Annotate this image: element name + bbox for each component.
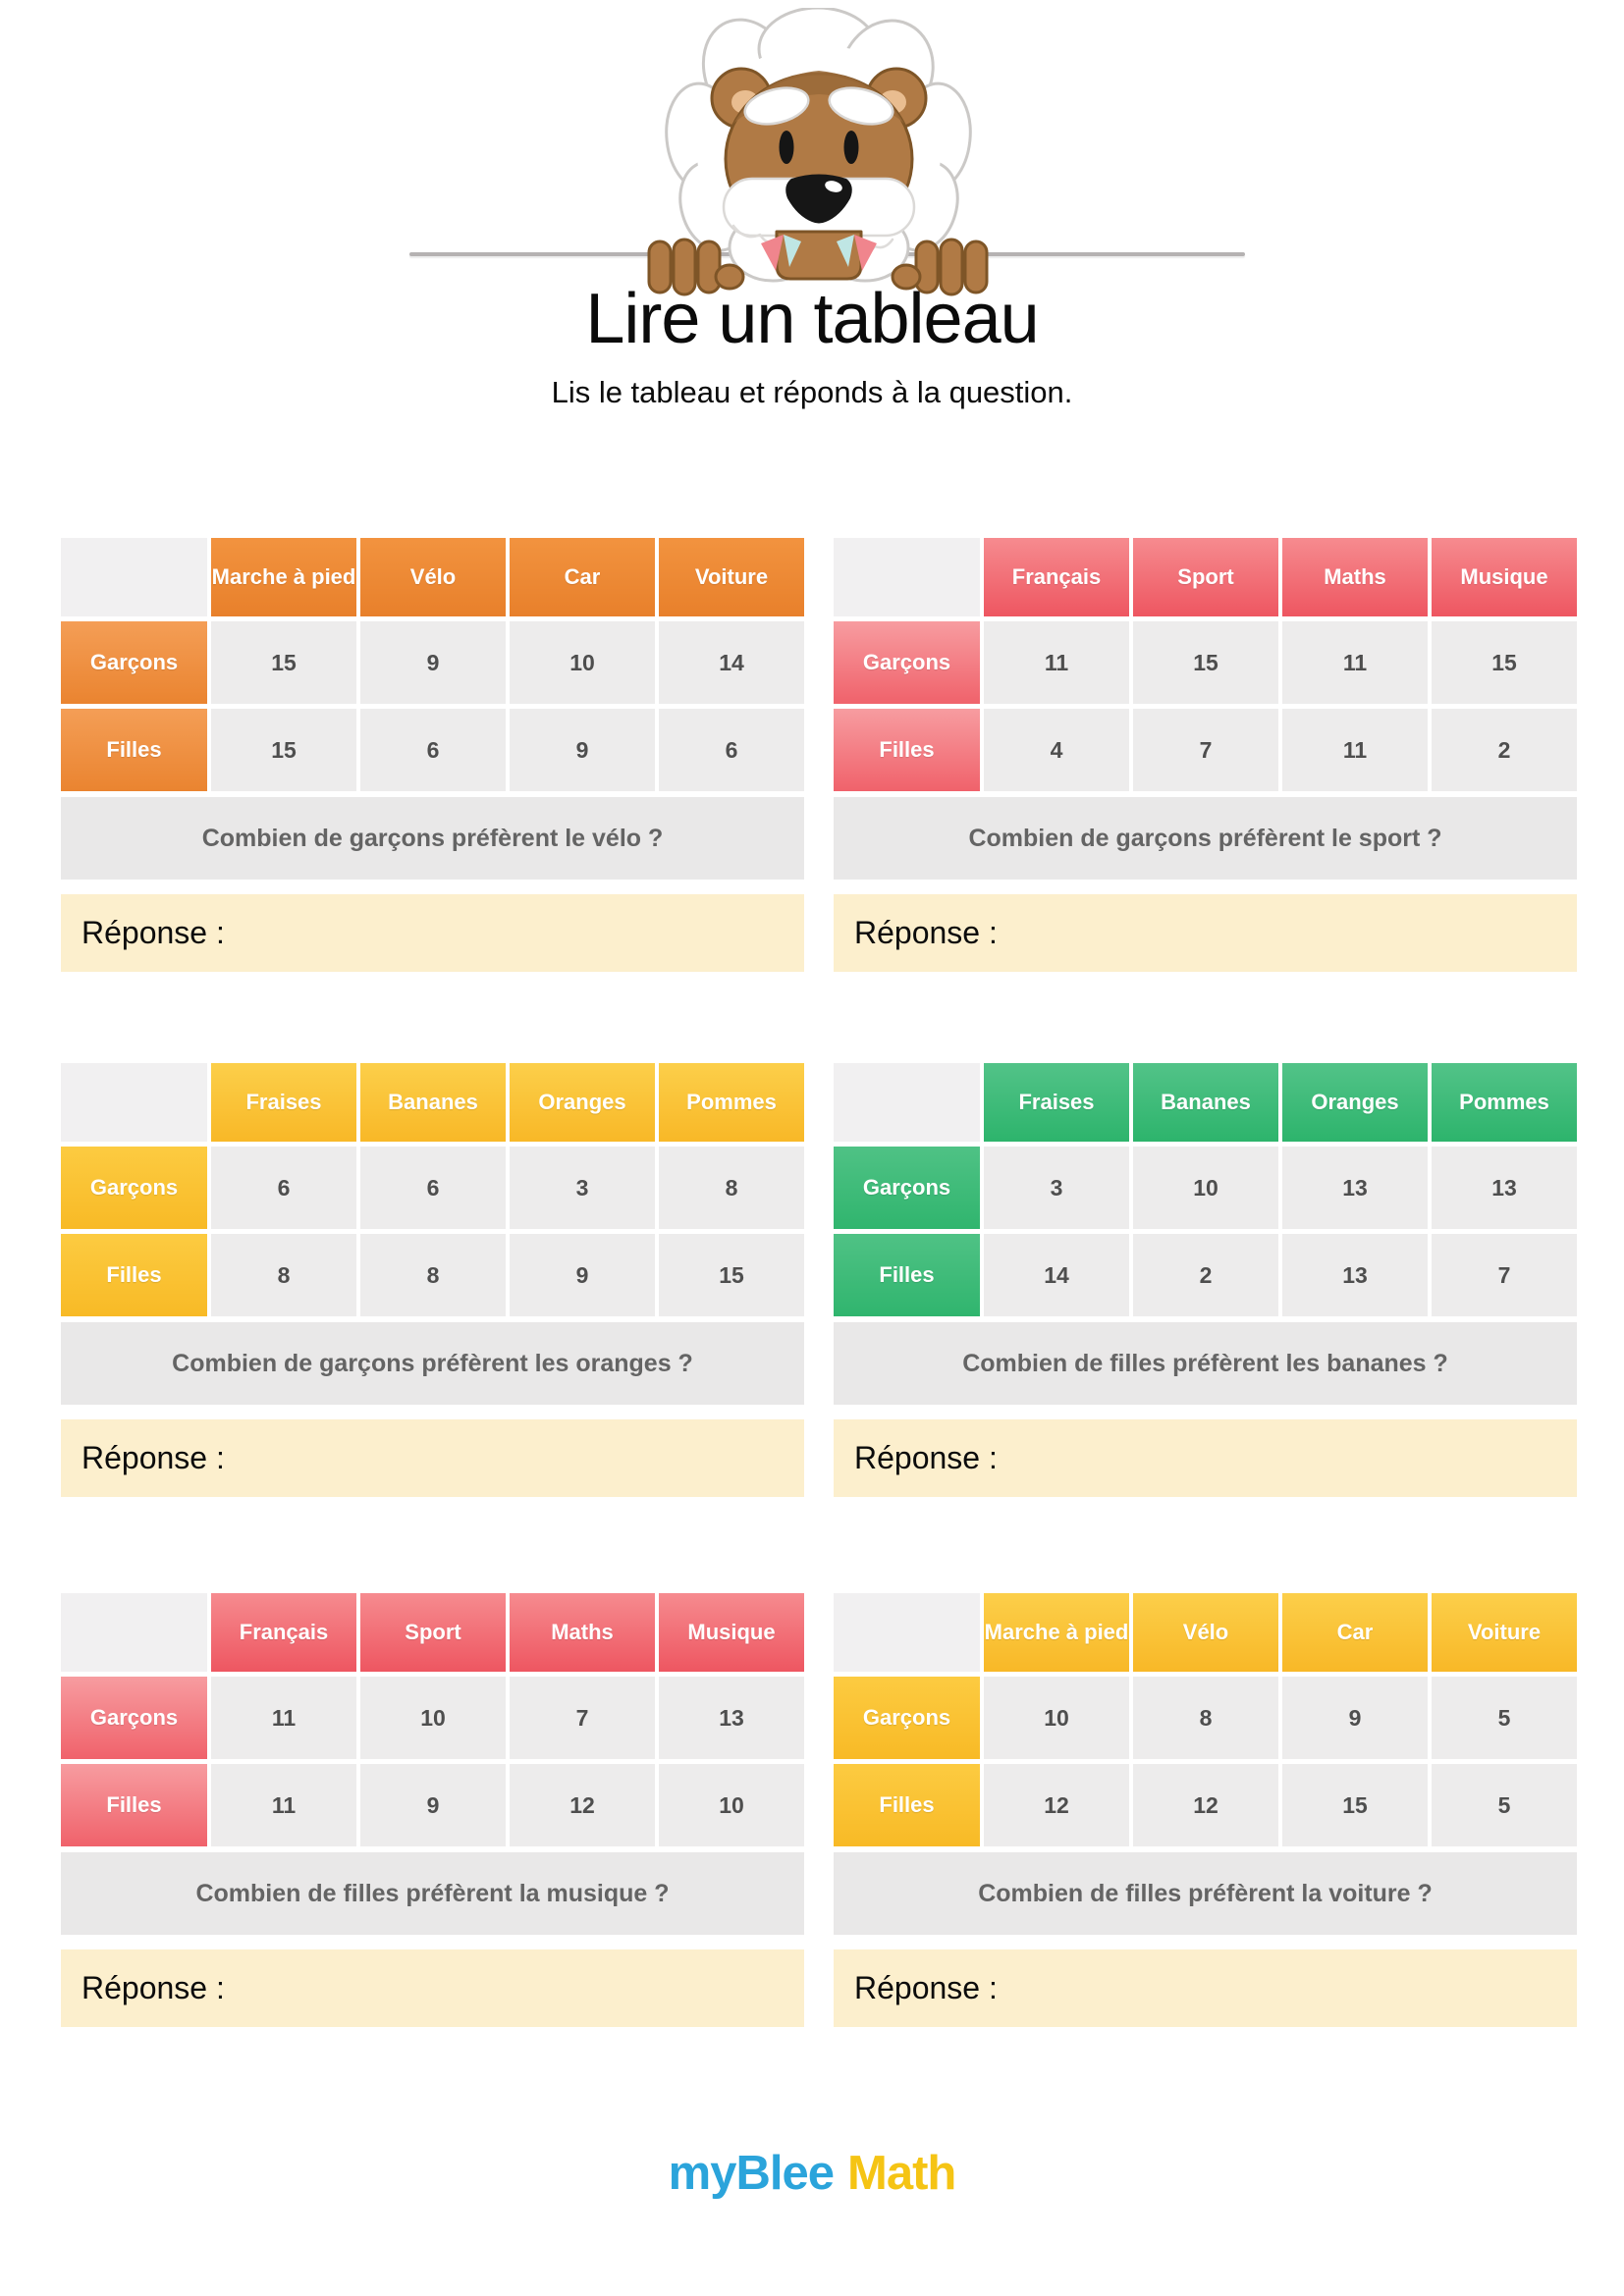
answer-box[interactable] <box>61 1949 804 2027</box>
value-cell: 15 <box>211 621 356 704</box>
row-header-garcons: Garçons <box>834 1147 980 1229</box>
value-cell: 14 <box>984 1234 1129 1316</box>
value-cell: 6 <box>211 1147 356 1229</box>
row-header-filles: Filles <box>834 1764 980 1846</box>
answer-label: Réponse : <box>81 1970 225 2005</box>
value-cell: 3 <box>984 1147 1129 1229</box>
column-header: Car <box>1282 1593 1428 1672</box>
value-cell: 9 <box>360 621 506 704</box>
worksheet-subtitle: Lis le tableau et réponds à la question. <box>551 375 1073 409</box>
question-text: Combien de filles préfèrent la musique ? <box>61 1852 804 1935</box>
preference-table <box>61 538 804 791</box>
value-cell: 12 <box>1133 1764 1278 1846</box>
row-header-filles: Filles <box>61 709 207 791</box>
value-cell: 10 <box>984 1677 1129 1759</box>
answer-label: Réponse : <box>854 1440 998 1475</box>
value-cell: 15 <box>1432 621 1577 704</box>
brand-blee: Blee <box>735 2147 834 2200</box>
corner-cell <box>834 1063 980 1142</box>
preference-table <box>834 1063 1577 1316</box>
value-cell: 2 <box>1133 1234 1278 1316</box>
row-header-filles: Filles <box>61 1234 207 1316</box>
row-header-garcons: Garçons <box>61 621 207 704</box>
value-cell: 10 <box>659 1764 804 1846</box>
lion-mascot <box>643 8 993 298</box>
column-header: Français <box>984 538 1129 616</box>
value-cell: 9 <box>510 709 655 791</box>
column-header: Fraises <box>984 1063 1129 1142</box>
value-cell: 9 <box>1282 1677 1428 1759</box>
preference-table <box>61 1063 804 1316</box>
column-header: Vélo <box>1133 1593 1278 1672</box>
column-header: Voiture <box>659 538 804 616</box>
answer-label: Réponse : <box>854 915 998 950</box>
value-cell: 10 <box>1133 1147 1278 1229</box>
value-cell: 4 <box>984 709 1129 791</box>
row-header-filles: Filles <box>834 709 980 791</box>
column-header: Musique <box>659 1593 804 1672</box>
exercise-block-4 <box>834 1063 1577 1497</box>
column-header: Marche à pied <box>211 538 356 616</box>
corner-cell <box>834 538 980 616</box>
column-header: Bananes <box>360 1063 506 1142</box>
exercise-block-5 <box>61 1593 804 2027</box>
value-cell: 13 <box>1432 1147 1577 1229</box>
answer-label: Réponse : <box>81 1440 225 1475</box>
value-cell: 11 <box>211 1764 356 1846</box>
question-text: Combien de filles préfèrent les bananes ? <box>834 1322 1577 1405</box>
row-header-garcons: Garçons <box>61 1677 207 1759</box>
value-cell: 11 <box>1282 709 1428 791</box>
column-header: Musique <box>1432 538 1577 616</box>
column-header: Vélo <box>360 538 506 616</box>
question-text: Combien de garçons préfèrent les oranges ? <box>61 1322 804 1405</box>
value-cell: 8 <box>211 1234 356 1316</box>
preference-table <box>834 1593 1577 1846</box>
value-cell: 9 <box>360 1764 506 1846</box>
column-header: Maths <box>510 1593 655 1672</box>
value-cell: 13 <box>1282 1234 1428 1316</box>
value-cell: 12 <box>510 1764 655 1846</box>
value-cell: 5 <box>1432 1677 1577 1759</box>
answer-box[interactable] <box>834 1419 1577 1497</box>
column-header: Sport <box>1133 538 1278 616</box>
value-cell: 8 <box>360 1234 506 1316</box>
preference-table <box>834 538 1577 791</box>
value-cell: 6 <box>360 709 506 791</box>
answer-box[interactable] <box>834 1949 1577 2027</box>
exercise-block-1 <box>61 538 804 972</box>
exercise-block-6 <box>834 1593 1577 2027</box>
column-header: Oranges <box>1282 1063 1428 1142</box>
answer-box[interactable] <box>61 894 804 972</box>
value-cell: 2 <box>1432 709 1577 791</box>
value-cell: 9 <box>510 1234 655 1316</box>
value-cell: 13 <box>659 1677 804 1759</box>
exercise-block-3 <box>61 1063 804 1497</box>
column-header: Voiture <box>1432 1593 1577 1672</box>
brand-math: Math <box>847 2147 956 2200</box>
value-cell: 15 <box>1282 1764 1428 1846</box>
value-cell: 6 <box>659 709 804 791</box>
value-cell: 10 <box>510 621 655 704</box>
column-header: Oranges <box>510 1063 655 1142</box>
preference-table <box>61 1593 804 1846</box>
column-header: Pommes <box>1432 1063 1577 1142</box>
worksheet-title: Lire un tableau <box>585 280 1039 358</box>
value-cell: 15 <box>211 709 356 791</box>
corner-cell <box>61 1063 207 1142</box>
answer-label: Réponse : <box>81 915 225 950</box>
value-cell: 6 <box>360 1147 506 1229</box>
brand-footer <box>0 2146 1624 2201</box>
value-cell: 15 <box>1133 621 1278 704</box>
value-cell: 5 <box>1432 1764 1577 1846</box>
row-header-filles: Filles <box>61 1764 207 1846</box>
value-cell: 8 <box>1133 1677 1278 1759</box>
column-header: Car <box>510 538 655 616</box>
column-header: Maths <box>1282 538 1428 616</box>
row-header-garcons: Garçons <box>834 621 980 704</box>
value-cell: 11 <box>984 621 1129 704</box>
row-header-filles: Filles <box>834 1234 980 1316</box>
answer-label: Réponse : <box>854 1970 998 2005</box>
value-cell: 7 <box>1432 1234 1577 1316</box>
answer-box[interactable] <box>61 1419 804 1497</box>
value-cell: 13 <box>1282 1147 1428 1229</box>
brand-my: my <box>668 2147 736 2200</box>
row-header-garcons: Garçons <box>834 1677 980 1759</box>
value-cell: 3 <box>510 1147 655 1229</box>
value-cell: 11 <box>1282 621 1428 704</box>
answer-box[interactable] <box>834 894 1577 972</box>
column-header: Fraises <box>211 1063 356 1142</box>
value-cell: 14 <box>659 621 804 704</box>
value-cell: 11 <box>211 1677 356 1759</box>
column-header: Marche à pied <box>984 1593 1129 1672</box>
value-cell: 7 <box>1133 709 1278 791</box>
column-header: Sport <box>360 1593 506 1672</box>
column-header: Français <box>211 1593 356 1672</box>
row-header-garcons: Garçons <box>61 1147 207 1229</box>
value-cell: 8 <box>659 1147 804 1229</box>
column-header: Pommes <box>659 1063 804 1142</box>
value-cell: 10 <box>360 1677 506 1759</box>
corner-cell <box>834 1593 980 1672</box>
value-cell: 12 <box>984 1764 1129 1846</box>
question-text: Combien de filles préfèrent la voiture ? <box>834 1852 1577 1935</box>
question-text: Combien de garçons préfèrent le sport ? <box>834 797 1577 880</box>
corner-cell <box>61 538 207 616</box>
corner-cell <box>61 1593 207 1672</box>
question-text: Combien de garçons préfèrent le vélo ? <box>61 797 804 880</box>
column-header: Bananes <box>1133 1063 1278 1142</box>
exercise-block-2 <box>834 538 1577 972</box>
value-cell: 15 <box>659 1234 804 1316</box>
value-cell: 7 <box>510 1677 655 1759</box>
